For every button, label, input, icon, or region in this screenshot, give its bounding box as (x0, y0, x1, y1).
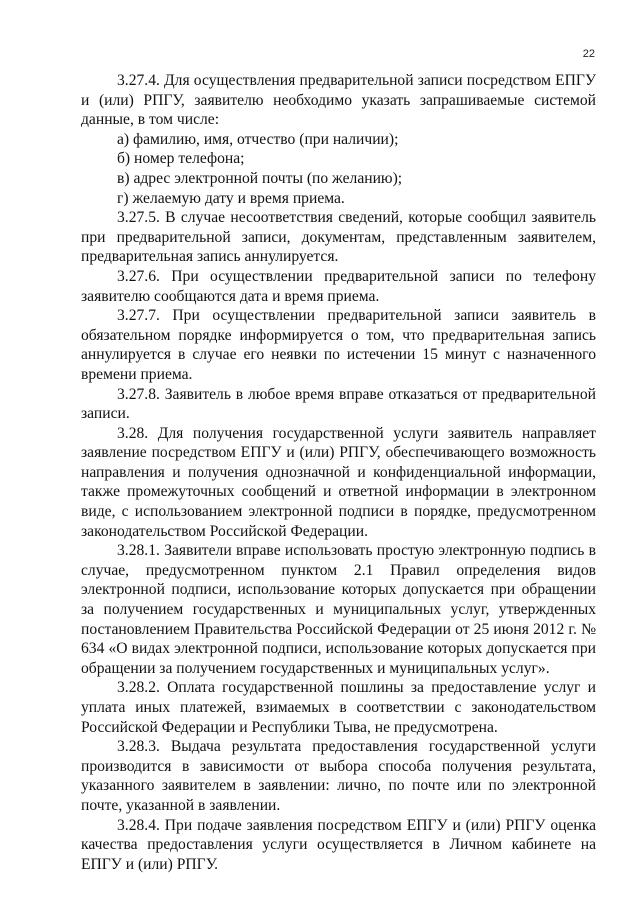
paragraph-3-27-7: 3.27.7. При осуществлении предварительной записи заявитель в обязательном порядке информируется о том, что предварительная запись аннулируется в случае его неявки по истечении 15 минут с назначенного времени приема. (81, 307, 596, 383)
paragraph-3-28-1: 3.28.1. Заявители вправе использовать простую электронную подпись в случае, предусмотренном пунктом 2.1 Правил определения видов электронной подписи, использование которых допускается при обращении за получением государственных и муниципальных услуг, утвержденных постановлением Правительства Российской Федерации от 25 июня 2012 г. № 634 «О видах электронной подписи, использование которых допускается при обращении за получением государственных и муниципальных услуг». (81, 542, 596, 677)
list-item-v: в) адрес электронной почты (по желанию); (117, 169, 403, 187)
paragraph-3-28-2: 3.28.2. Оплата государственной пошлины за предоставление услуг и уплата иных платежей, взимаемых в соответствии с законодательством Российской Федерации и Республики Тыва, не предусмотрена. (81, 679, 596, 736)
list-item-a: а) фамилию, имя, отчество (при наличии); (117, 130, 399, 148)
paragraph-3-28-3: 3.28.3. Выдача результата предоставления государственной услуги производится в зависимости от выбора способа получения результата, указанного заявителем в заявлении: лично, по почте или по электронной почте, указанной в заявлении. (81, 738, 596, 814)
page-number: 22 (582, 48, 595, 60)
document-body (81, 71, 596, 874)
list-item-b: б) номер телефона; (117, 150, 245, 168)
paragraph-3-27-5: 3.27.5. В случае несоответствия сведений, которые сообщил заявитель при предварительной записи, документам, представленным заявителем, предварительная запись аннулируется. (81, 209, 596, 266)
list-item-g: г) желаемую дату и время приема. (117, 189, 345, 207)
paragraph-3-28-4: 3.28.4. При подаче заявления посредством ЕПГУ и (или) РПГУ оценка качества предоставления услуги осуществляется в Личном кабинете на ЕПГУ и (или) РПГУ. (81, 816, 596, 873)
paragraph-3-27-8: 3.27.8. Заявитель в любое время вправе отказаться от предварительной записи. (81, 385, 596, 423)
paragraph-3-27-6: 3.27.6. При осуществлении предварительной записи по телефону заявителю сообщаются дата и время приема. (81, 267, 596, 305)
paragraph-3-27-4: 3.27.4. Для осуществления предварительной записи посредством ЕПГУ и (или) РПГУ, заявителю необходимо указать запрашиваемые системой данные, в том числе: (81, 72, 596, 129)
paragraph-3-28: 3.28. Для получения государственной услуги заявитель направляет заявление посредством ЕПГУ и (или) РПГУ, обеспечивающего возможность направления и получения однозначной и конфиденциальной информации, также промежуточных сообщений и ответной информации в электронном виде, с использованием электронной подписи в порядке, предусмотренном законодательством Российской Федерации. (81, 424, 596, 540)
